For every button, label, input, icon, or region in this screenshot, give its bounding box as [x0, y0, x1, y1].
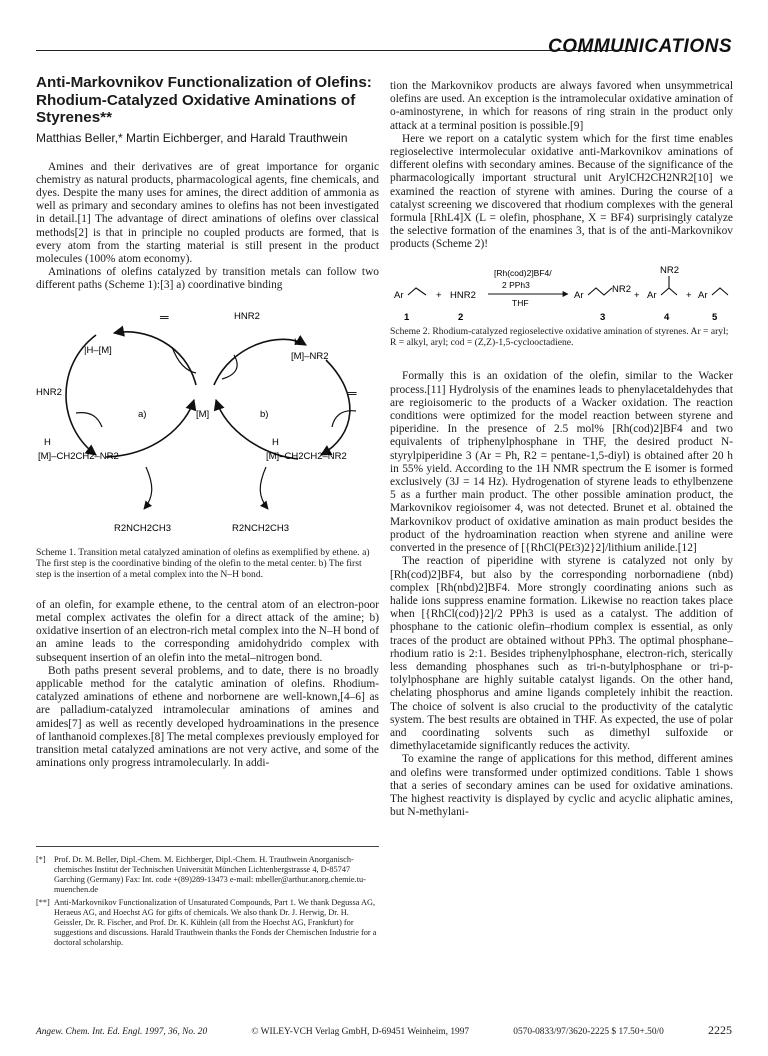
- m-chain-left-label: [M]–CH2CH2–NR2: [38, 450, 119, 462]
- plus-sign: +: [686, 289, 692, 301]
- ethene-right-label: ═: [348, 385, 357, 400]
- article-code: 0570-0833/97/3620-2225 $ 17.50+.50/0: [513, 1027, 664, 1037]
- paragraph: Formally this is an oxidation of the olefin, similar to the Wacker process.[11] Hydrolysis of the enamines leads to phenylacetaldehydes that are regioisomeric to the products of a Wacker oxidation. The reaction conditions were optimized for the model reaction between styrene and piperidine. In the presence of 2.5 mol% [Rh(cod)2]BF4 and two equivalents of triphenylphosphane in THF, the desired product N-styrylpiperidine 3 (Ar = Ph, R2 = pentane-1,5-diyl) is obtained after 20 h in 55% yield. According to the 1H NMR spectrum the E isomer is formed exclusively (3J = 14 Hz). Hydrogenation of styrene leads to ethylbenzene 5 as a further main product. The other possible amination product, the Markovnikov regioisomer 4, was not detected. Brunet et al. obtained the Markovnikov product of oxidative amination as main product besides the product of the hydroamination reaction when styrene and aniline were converted in the presence of [{RhCl(PEt3)2}2]/lithium anilide.[12]: [390, 370, 733, 555]
- hnr2-left-arrow: [76, 412, 102, 426]
- publisher-line: © WILEY-VCH Verlag GmbH, D-69451 Weinheim, 1997: [251, 1027, 470, 1037]
- m-chain-right-label: [M]–CH2CH2–NR2: [266, 450, 347, 462]
- scheme-1-figure: [36, 305, 379, 543]
- journal-citation: Angew. Chem. Int. Ed. Engl. 1997, 36, No. 20: [36, 1027, 208, 1037]
- styrene-bond: [408, 288, 426, 295]
- compound-1-number: 1: [404, 311, 410, 323]
- h-bottom-right-label: H: [272, 436, 279, 448]
- catalytic-cycle-diagram: [36, 305, 379, 543]
- ethene-right-arrow: [332, 410, 356, 426]
- product-5-ar-label: Ar: [698, 289, 708, 301]
- hnr2-top-label: HNR2: [234, 310, 260, 322]
- cycle-a-top-arc: [114, 331, 196, 384]
- m-nr2-label: [M]–NR2: [291, 350, 329, 362]
- footnote: [36, 855, 379, 895]
- reactant-ar-label: Ar: [394, 289, 404, 301]
- scheme-2-caption: Scheme 2. Rhodium-catalyzed regioselective oxidative amination of styrenes. Ar = aryl; R = alkyl, aryl; cod = (Z,Z)-1,5-cyclooctadiene.: [390, 325, 729, 349]
- h-bottom-left-label: H: [44, 436, 51, 448]
- product-3-ar-label: Ar: [574, 289, 584, 301]
- h-top-right-label: H: [294, 336, 301, 348]
- article-authors: Matthias Beller,* Martin Eichberger, and Harald Trauthwein: [36, 130, 348, 145]
- cycle-b-right-arc: [321, 360, 350, 455]
- paragraph: Amines and their derivatives are of great importance for organic chemistry as natural products, pharmacological agents, fine chemicals, and dyes. Despite the many uses for amines, the direct addition of ammonia as well as primary and secondary amines to olefins has not been investigated in detail.[1] The advantage of direct aminations of olefins over classical methods[2] is that in principle no coupled products are formed, that is every atom from the starting material is still present in the product molecules (100% atom economy).: [36, 160, 379, 265]
- paragraph: Aminations of olefins catalyzed by transition metals can follow two different paths (Scheme 1):[3] a) coordinative binding: [36, 266, 379, 292]
- path-a-label: a): [138, 408, 147, 420]
- center-metal-label: [M]: [196, 408, 210, 420]
- compound-3-number: 3: [600, 311, 606, 323]
- path-b-label: b): [260, 408, 269, 420]
- catalyst-label: [Rh(cod)2]BF4/: [494, 267, 552, 278]
- article-title: Anti-Markovnikov Functionalization of Olefins: Rhodium-Catalyzed Oxidative Aminations of Styrenes**: [36, 74, 372, 126]
- product-left-label: R2NCH2CH3: [114, 522, 172, 534]
- compound-4-number: 4: [664, 311, 670, 323]
- scheme-1-caption: Scheme 1. Transition metal catalyzed amination of olefins as exemplified by ethene. a) The first step is the coordinative binding of the olefin to the metal center. b) The first step is the insertion of a metal complex into the N–H bond.: [36, 546, 370, 581]
- product-4-ar-label: Ar: [647, 289, 657, 301]
- product-out-right-arrow: [260, 467, 268, 509]
- product-5-bonds: [712, 288, 728, 295]
- footnote-text: Anti-Markovnikov Functionalization of Unsaturated Compounds, Part 1. We thank Degussa AG, Heraeus AG, and Hoechst AG for gifts of chemicals. We also thank Dr. J. Herwig, Dr. H. Geissler, Dr. R. Fischer, and Prof. Dr. K. Kühlein (all from the Hoechst AG, Frankfurt) for suggestions and discussions. Harald Trauthwein thanks the Fonds der Chemischen Industrie for a doctoral scholarship.: [54, 898, 377, 947]
- paragraph: To examine the range of applications for this method, different amines and olefins were transformed under optimized conditions. Table 1 shows that a series of secondary amines can be used for oxidative aminations. The highest reactivity is displayed by cyclic and acyclic aliphatic amines, but N-methylani-: [390, 753, 733, 819]
- hnr2-left-label: HNR2: [36, 386, 62, 398]
- ligand-label: 2 PPh3: [502, 279, 530, 290]
- scheme-2-figure: [390, 262, 733, 324]
- reaction-scheme-diagram: [390, 262, 733, 324]
- footnotes: [36, 846, 379, 951]
- solvent-label: THF: [512, 297, 529, 308]
- paragraph: tion the Markovnikov products are always favored when unsymmetrical olefins are used. An exception is the intramolecular oxidative amination of o-aminostyrene, in which for reasons of ring strain in the product only attack at a terminal position is possible.[9]: [390, 80, 733, 132]
- compound-2-number: 2: [458, 311, 464, 323]
- product-4-nr2-label: NR2: [660, 264, 680, 276]
- footnote-text: Prof. Dr. M. Beller, Dipl.-Chem. M. Eichberger, Dipl.-Chem. H. Trauthwein Anorganisch-chemisches Institut der Technischen Universität München Lichtenbergstrasse 4, D-85747 Garching (Germany) Fax: Int. code +(89)289-13473 e-mail: mbeller@arthur.anorg.chemie.tu-muenchen.de: [54, 855, 366, 894]
- cycle-a-right-arc: [106, 400, 194, 457]
- plus-sign: +: [634, 289, 640, 301]
- paragraph: of an olefin, for example ethene, to the central atom of an electron-poor metal complex activates the olefin for a direct attack of the amine; b) oxidative insertion of an electron-rich metal complex into the N–H bond of an amine leads to the corresponding amidohydrido complex with subsequent insertion of an olefin into the metal–nitrogen bond.: [36, 598, 379, 664]
- paragraph: Both paths present several problems, and to date, there is no broadly applicable method for the catalytic amination of olefins. Rhodium-catalyzed aminations of ethene and norbornene are well-known,[4–6] as are palladium-catalyzed intramolecular aminations of amines and amides[7] as well as recently developed hydroaminations in the presence of lanthanoid complexes.[8] The metal complexes previously employed for transition metal catalyzed aminations are not very active, and some of the aminations only progress intramolecularly. In addi-: [36, 664, 379, 770]
- section-label: COMMUNICATIONS: [548, 36, 732, 57]
- product-out-left-arrow: [144, 467, 152, 509]
- amine-label: HNR2: [450, 289, 476, 301]
- footnote: [36, 898, 379, 948]
- plus-sign: +: [436, 289, 442, 301]
- paragraph: The reaction of piperidine with styrene is catalyzed not only by [Rh(cod)2]BF4, but also by the corresponding norbornadiene (nbd) complex [Rh(nbd)2]BF4. More strongly coordinating anions such as halide ions suppress enamine formation. Likewise no reaction takes place when [{RhCl(cod)}2]/2 PPh3 is used as a catalyst. The addition of phosphane to the cationic olefin–rhodium complex is essential, as only traces of the product are obtained without PPh3. The optimal phosphane–rhodium ratio is 2:1. Besides triphenylphosphane, electron-rich, sterically less demanding phosphanes such as tri-n-butylphosphane or tri-p-tolylphosphane are highly suitable catalyst ligands. On the other hand, chelating phosphorus and amine ligands completely inhibit the reaction. The choice of solvent is also crucial to the productivity of the catalytic system. The best results are obtained in THF. As expected, the use of polar and coordinating solvents such as dimethyl sulfoxide or dimethylacetamide significantly reduces the activity.: [390, 555, 733, 753]
- right-column: [390, 80, 733, 819]
- paragraph: Here we report on a catalytic system which for the first time enables regioselective intermolecular oxidative anti-Markovnikov aminations of different olefins with secondary amines. Because of the significance of the pharmacologically important structural unit ArylCH2CH2NR2[10] we examined the reaction of styrene with amines. During the course of a catalyst screening we discovered that rhodium complexes with the general formula [RhL4]X (L = olefin, phosphane, X = BF4) surprisingly catalyze the selective formation of the enamines 3, that is of the anti-Markovnikov products (Scheme 2)!: [390, 132, 733, 251]
- product-3-bonds: [588, 288, 612, 295]
- page-footer: [36, 1023, 732, 1038]
- product-3-nr2-label: NR2: [612, 283, 632, 295]
- footnote-mark: [*]: [36, 855, 46, 864]
- product-4-bonds: [661, 288, 677, 295]
- compound-5-number: 5: [712, 311, 718, 323]
- product-right-label: R2NCH2CH3: [232, 522, 290, 534]
- page-number: 2225: [708, 1023, 732, 1037]
- ethene-top-label: ═: [160, 309, 169, 324]
- header-rule: [36, 50, 634, 51]
- cycle-b-top-arc: [214, 336, 306, 385]
- h-m-label: |H–[M]: [84, 344, 112, 356]
- left-column: [36, 74, 379, 770]
- footnote-mark: [**]: [36, 898, 50, 907]
